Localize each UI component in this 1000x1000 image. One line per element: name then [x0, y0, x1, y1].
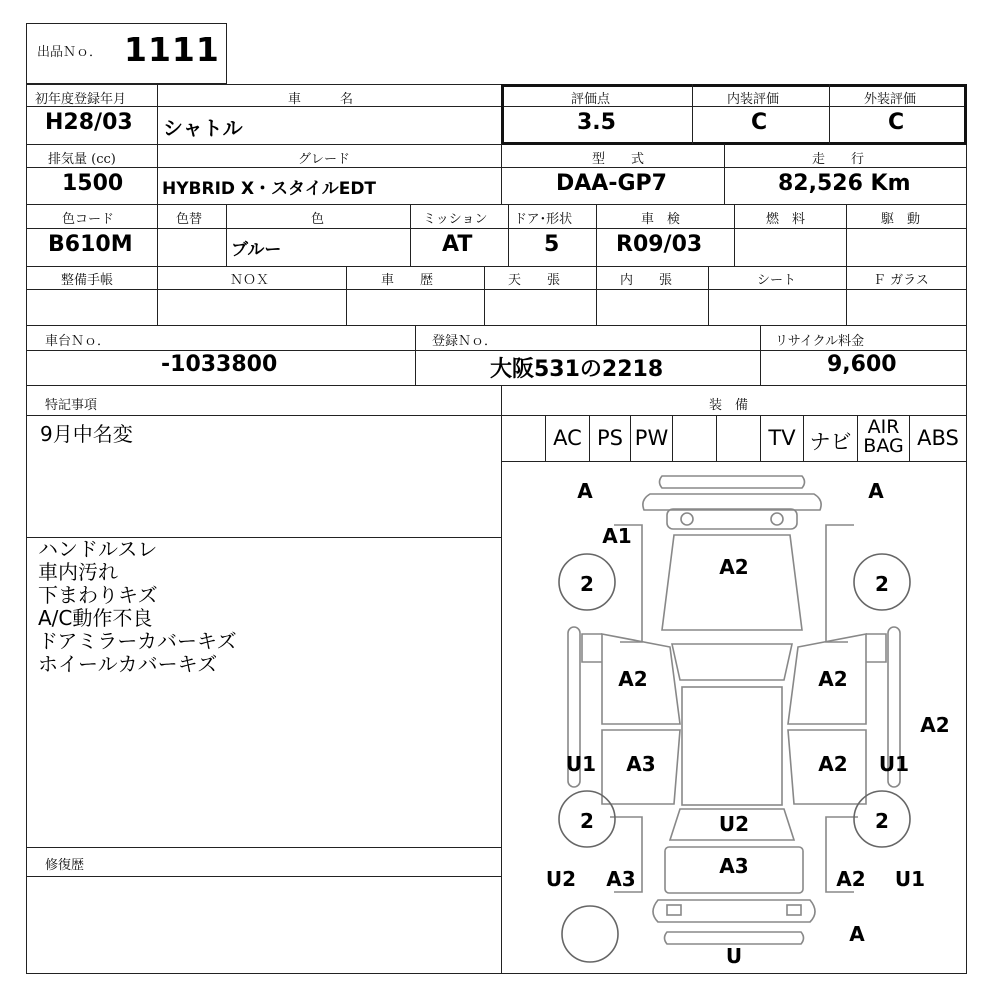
car-diagram — [502, 462, 966, 973]
displacement-value: 1500 — [62, 171, 124, 196]
registration-number-label: 登録Ｎｏ． — [432, 334, 498, 349]
damage-mark: A — [868, 479, 884, 503]
ceiling-label: 天 張 — [508, 273, 561, 288]
damage-mark: A2 — [618, 667, 648, 691]
nox-label: ＮＯＸ — [230, 273, 270, 288]
lot-number-label: 出品Ｎｏ． — [37, 45, 103, 60]
equipment-pw: PW — [634, 426, 669, 450]
interior-rating-label: 内装評価 — [727, 92, 780, 107]
recycle-fee-label: リサイクル料金 — [775, 334, 865, 349]
displacement-label: 排気量 (cc) — [48, 152, 116, 167]
note-line: A/C動作不良 — [38, 606, 153, 630]
damage-mark: A1 — [602, 524, 632, 548]
damage-mark: A2 — [818, 752, 848, 776]
drive-label: 駆 動 — [881, 212, 921, 227]
interior-rating-value: C — [751, 110, 768, 135]
equipment-abs: ABS — [917, 426, 959, 450]
equipment-label: 装 備 — [709, 398, 749, 413]
door-value: 5 — [544, 232, 560, 257]
exterior-rating-value: C — [888, 110, 905, 135]
damage-mark: U1 — [894, 867, 926, 891]
note-line: ドアミラーカバーキズ — [38, 629, 237, 653]
inspection-value: R09/03 — [616, 232, 703, 257]
grade-label: グレード — [298, 152, 351, 167]
damage-mark: U2 — [718, 812, 750, 836]
note-line: 下まわりキズ — [38, 583, 158, 607]
equipment-tv: TV — [768, 426, 796, 450]
equipment-airbag: AIR BAG — [863, 416, 904, 457]
note-line: ハンドルスレ — [38, 537, 158, 561]
transmission-label: ミッション — [423, 212, 488, 227]
repair-history-label: 修復歴 — [45, 858, 85, 873]
tire-front-left: 2 — [580, 572, 594, 596]
color-code-value: B610M — [48, 232, 133, 257]
first-registration-label: 初年度登録年月 — [35, 92, 127, 107]
vehicle-history-label: 車 歴 — [381, 273, 434, 288]
model-code-value: DAA-GP7 — [556, 171, 667, 196]
damage-mark: A — [577, 479, 593, 503]
tire-rear-right: 2 — [875, 809, 889, 833]
exterior-rating-label: 外装評価 — [864, 92, 917, 107]
color-label: 色 — [311, 212, 325, 227]
damage-mark: A — [849, 922, 865, 946]
chassis-number-value: -1033800 — [161, 352, 278, 377]
maintenance-log-label: 整備手帳 — [61, 273, 114, 288]
grade-value: HYBRID X・スタイルEDT — [162, 179, 377, 199]
mileage-label: 走 行 — [812, 152, 865, 167]
fuel-label: 燃 料 — [766, 212, 806, 227]
front-glass-label: Ｆ ガラス — [873, 273, 929, 288]
score-value: 3.5 — [577, 110, 616, 135]
damage-mark: U2 — [545, 867, 577, 891]
seat-label: シート — [757, 273, 797, 288]
score-label: 評価点 — [571, 92, 611, 107]
damage-mark: A3 — [606, 867, 636, 891]
registration-number-value: 大阪531の2218 — [490, 357, 664, 382]
color-change-label: 色替 — [176, 212, 203, 227]
equipment-ps: PS — [597, 426, 623, 450]
interior-trim-label: 内 張 — [620, 273, 673, 288]
notes-main: 9月中名変 — [40, 422, 133, 446]
damage-mark: U1 — [878, 752, 910, 776]
model-code-label: 型 式 — [592, 152, 645, 167]
damage-mark: A2 — [836, 867, 866, 891]
color-value: ブルー — [231, 240, 282, 260]
note-line: ホイールカバーキズ — [38, 652, 218, 676]
color-code-label: 色コード — [62, 212, 115, 227]
damage-mark: A2 — [818, 667, 848, 691]
damage-mark: A3 — [626, 752, 656, 776]
damage-mark: U — [725, 944, 743, 968]
damage-mark: A2 — [719, 555, 749, 579]
equipment-navi: ナビ — [809, 430, 852, 454]
car-name-label: 車 名 — [288, 92, 354, 107]
lot-number-value: 1111 — [124, 30, 220, 69]
tire-rear-left: 2 — [580, 809, 594, 833]
mileage-value: 82,526 Km — [778, 171, 911, 196]
first-registration-value: H28/03 — [45, 110, 133, 135]
car-name-value: シャトル — [163, 116, 243, 140]
transmission-value: AT — [442, 232, 473, 257]
notes-label: 特記事項 — [45, 398, 98, 413]
door-label: ドア･形状 — [514, 212, 573, 227]
note-line: 車内汚れ — [38, 560, 118, 584]
damage-mark: U1 — [565, 752, 597, 776]
tire-front-right: 2 — [875, 572, 889, 596]
equipment-ac: AC — [553, 426, 582, 450]
damage-mark: A3 — [719, 854, 749, 878]
chassis-number-label: 車台Ｎｏ． — [45, 334, 111, 349]
recycle-fee-value: 9,600 — [827, 352, 897, 377]
damage-mark: A2 — [920, 713, 950, 737]
inspection-label: 車 検 — [641, 212, 681, 227]
